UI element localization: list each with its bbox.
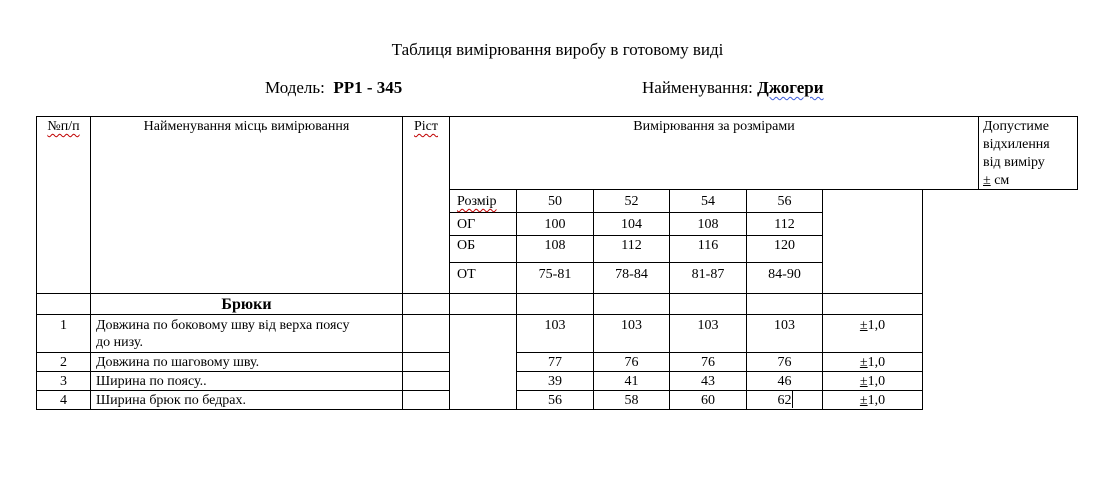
size-row-label: Розмір bbox=[457, 194, 497, 209]
row-tolerance: ±1,0 bbox=[859, 374, 886, 389]
row-value-56[interactable]: 62 bbox=[777, 393, 792, 408]
section-top-line bbox=[36, 293, 923, 294]
row-tolerance: ±1,0 bbox=[859, 393, 886, 408]
document-title: Таблиця вимірювання виробу в готовому виді bbox=[391, 40, 724, 59]
row-number: 1 bbox=[60, 318, 67, 333]
og-50: 100 bbox=[544, 217, 566, 232]
table-bottom-border bbox=[36, 409, 923, 410]
row-value-50: 56 bbox=[548, 393, 562, 408]
name-col-divider bbox=[402, 116, 403, 410]
row-name: Ширина по поясу.. bbox=[96, 374, 207, 389]
row3-bottom-left-line bbox=[36, 390, 450, 391]
model-value: РР1 - 345 bbox=[333, 78, 403, 97]
ot-54: 81-87 bbox=[691, 267, 725, 282]
og-label: ОГ bbox=[457, 217, 476, 232]
og-56: 112 bbox=[774, 217, 795, 232]
row-value-54: 43 bbox=[701, 374, 715, 389]
row-value-52: 58 bbox=[624, 393, 639, 408]
row-tolerance: ±1,0 bbox=[859, 355, 886, 370]
row-number: 2 bbox=[60, 355, 67, 370]
row-name: Довжина по боковому шву від верха поясу до низу. bbox=[96, 318, 350, 350]
ob-56: 120 bbox=[774, 238, 795, 253]
header-height: Ріст bbox=[413, 119, 438, 134]
section-bottom-line bbox=[36, 314, 923, 315]
text-cursor bbox=[792, 391, 793, 408]
size-54: 54 bbox=[701, 194, 715, 209]
header-measurement-place: Найменування місць вимірювання bbox=[143, 119, 350, 134]
ob-54: 116 bbox=[697, 238, 719, 253]
row-tolerance: ±1,0 bbox=[859, 318, 886, 333]
header-sizes: Вимірювання за розмірами bbox=[633, 119, 795, 134]
row-value-50: 39 bbox=[548, 374, 562, 389]
row-number: 4 bbox=[60, 393, 67, 408]
row2-bottom-right-line bbox=[516, 371, 923, 372]
header-tolerance: Допустиме відхилення від виміру ± см bbox=[983, 119, 1050, 188]
og-row-line bbox=[449, 235, 823, 236]
row-value-50: 77 bbox=[548, 355, 562, 370]
row-value-50: 103 bbox=[544, 318, 566, 333]
product-name-value: Джогери bbox=[757, 78, 824, 97]
row-name: Довжина по шаговому шву. bbox=[96, 355, 260, 370]
section-title: Брюки bbox=[221, 296, 272, 313]
num-col-divider bbox=[90, 116, 91, 410]
model-line bbox=[265, 78, 402, 98]
ob-row-line bbox=[449, 262, 823, 263]
tolerance-header-divider bbox=[978, 116, 979, 190]
product-name-line bbox=[642, 78, 824, 98]
model-label: Модель: bbox=[265, 78, 325, 97]
row1-bottom-right-line bbox=[516, 352, 923, 353]
size-56: 56 bbox=[777, 194, 792, 209]
row-value-56: 76 bbox=[777, 355, 792, 370]
row-value-52: 76 bbox=[624, 355, 639, 370]
og-54: 108 bbox=[697, 217, 719, 232]
ot-56: 84-90 bbox=[768, 267, 801, 282]
ob-50: 108 bbox=[544, 238, 566, 253]
row-value-52: 103 bbox=[621, 318, 642, 333]
row-value-52: 41 bbox=[624, 374, 639, 389]
row-value-54: 76 bbox=[701, 355, 715, 370]
ot-52: 78-84 bbox=[615, 267, 648, 282]
ob-52: 112 bbox=[621, 238, 642, 253]
row-name: Ширина брюк по бедрах. bbox=[96, 393, 246, 408]
row-value-56: 46 bbox=[777, 374, 792, 389]
row3-bottom-right-line bbox=[516, 390, 923, 391]
table-top-border bbox=[36, 116, 1078, 117]
table-right-upper-border bbox=[1077, 116, 1078, 190]
row-value-54: 60 bbox=[701, 393, 715, 408]
row-number: 3 bbox=[60, 374, 67, 389]
row-value-56: 103 bbox=[774, 318, 795, 333]
size-row-line bbox=[449, 212, 823, 213]
height-col-divider bbox=[449, 116, 450, 410]
row-value-54: 103 bbox=[697, 318, 719, 333]
header-number: №п/п bbox=[47, 119, 80, 134]
product-name-label: Найменування: bbox=[642, 78, 753, 97]
row2-bottom-left-line bbox=[36, 371, 450, 372]
ob-label: ОБ bbox=[457, 238, 476, 253]
size-52: 52 bbox=[624, 194, 639, 209]
ot-label: ОТ bbox=[457, 267, 476, 282]
size-50: 50 bbox=[548, 194, 562, 209]
og-52: 104 bbox=[621, 217, 642, 232]
row1-bottom-left-line bbox=[36, 352, 450, 353]
ot-50: 75-81 bbox=[538, 267, 572, 282]
table-right-lower-border bbox=[922, 189, 923, 410]
